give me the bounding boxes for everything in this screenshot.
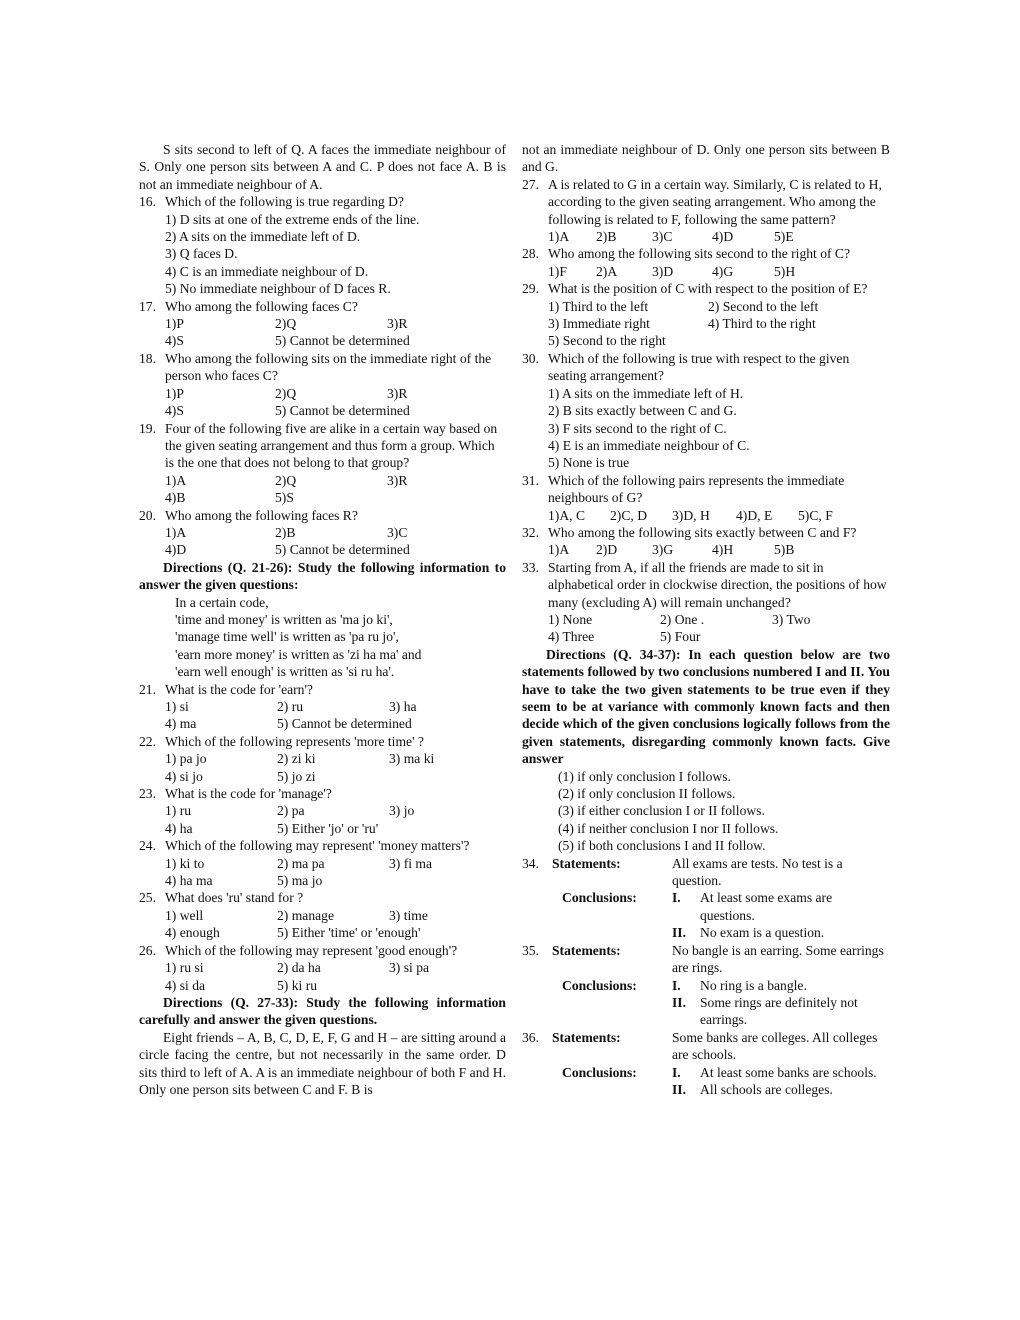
question-24	[139, 837, 506, 889]
option-1: 1) A sits on the immediate left of H.	[548, 385, 744, 401]
question-text: Which of the following may represent 'good enough'?	[165, 942, 458, 958]
option-3: 3) F sits second to the right of C.	[548, 420, 727, 436]
option-1: 1)A	[165, 472, 187, 488]
option-4: 4) si da	[165, 977, 206, 993]
option-2: 2) manage	[277, 907, 334, 923]
option-5: 5)S	[275, 490, 294, 506]
question-number: 23.	[139, 786, 156, 802]
conclusion-1-number: I.	[672, 890, 681, 906]
answer-key-5: (5) if both conclusions I and II follow.	[558, 838, 766, 854]
question-number: 32.	[522, 524, 539, 540]
question-17	[139, 298, 506, 350]
option-2: 2) ru	[277, 699, 304, 714]
answer-key-3: (3) if either conclusion I or II follows.	[558, 803, 765, 819]
question-19	[139, 420, 506, 507]
option-5: 5)C, F	[798, 507, 833, 523]
question-text: Which of the following represents 'more time' ?	[165, 733, 424, 749]
question-number: 16.	[139, 194, 156, 210]
conclusion-1: No ring is a bangle.	[700, 977, 807, 993]
option-4: 4)G	[712, 263, 734, 279]
option-3: 3) jo	[389, 803, 415, 819]
question-18	[139, 350, 506, 420]
option-3: 3) Q faces D.	[165, 246, 238, 262]
option-5: 5) ki ru	[277, 977, 318, 993]
option-2: 2) zi ki	[277, 751, 316, 767]
option-2: 2)Q	[275, 316, 297, 332]
question-34	[522, 855, 890, 942]
option-2: 2) A sits on the immediate left of D.	[165, 229, 361, 245]
option-3: 3)D	[652, 263, 674, 279]
option-5: 5) Cannot be determined	[277, 716, 412, 732]
option-5: 5)H	[774, 263, 796, 279]
code-line-1: 'time and money' is written as 'ma jo ki',	[175, 611, 393, 627]
option-1: 1) Third to the left	[548, 298, 649, 314]
option-1: 1)A	[548, 542, 570, 558]
option-5: 5)B	[774, 542, 795, 558]
option-3: 3)R	[387, 472, 408, 488]
option-4: 4) ma	[165, 716, 197, 732]
option-4: 4)B	[165, 490, 186, 506]
option-2: 2) Second to the left	[708, 298, 819, 314]
option-4: 4)D	[165, 542, 187, 558]
option-2: 2) pa	[277, 803, 305, 819]
code-line-3: 'earn more money' is written as 'zi ha ma' and	[175, 646, 422, 662]
conclusion-2-number: II.	[672, 925, 686, 941]
option-4: 4) C is an immediate neighbour of D.	[165, 263, 369, 279]
conclusions-label: Conclusions:	[562, 890, 637, 906]
question-number: 28.	[522, 246, 539, 262]
option-3: 3) Immediate right	[548, 316, 650, 332]
continued-paragraph: not an immediate neighbour of D. Only one person sits between B and G.	[522, 142, 890, 175]
option-1: 1) ru si	[165, 960, 204, 976]
conclusion-2: No exam is a question.	[700, 925, 825, 941]
option-3: 3)G	[652, 542, 674, 558]
question-32	[522, 524, 890, 559]
question-text: Who among the following sits exactly between C and F?	[548, 524, 857, 540]
option-2: 2) B sits exactly between C and G.	[548, 403, 737, 419]
option-4: 4)S	[165, 403, 184, 419]
question-text: What is the code for 'earn'?	[165, 681, 313, 697]
question-30	[522, 350, 890, 472]
question-number: 18.	[139, 350, 156, 366]
question-text: Which of the following is true with respect to the given seating arrangement?	[548, 350, 850, 384]
question-text: A is related to G in a certain way. Similarly, C is related to H, according to the given seating arrangement. Who among the following is related to F, following the same pattern?	[548, 176, 882, 227]
question-text: Which of the following pairs represents the immediate neighbours of G?	[548, 472, 845, 506]
conclusion-1: At least some banks are schools.	[700, 1064, 877, 1080]
intro-paragraph: S sits second to left of Q. A faces the immediate neighbour of S. Only one person sits between A and C. P does not face A. B is not an immediate neighbour of A.	[139, 142, 506, 192]
option-1: 1)A, C	[548, 507, 586, 523]
option-1: 1)P	[165, 385, 184, 401]
option-3: 3)C	[387, 524, 408, 540]
option-2: 2)B	[275, 524, 296, 540]
option-1: 1) None	[548, 611, 593, 627]
statements-label: Statements:	[552, 1029, 621, 1045]
question-33	[522, 559, 890, 646]
option-3: 3) ha	[389, 699, 417, 714]
option-3: 3)D, H	[672, 507, 710, 523]
option-5: 5) No immediate neighbour of D faces R.	[165, 281, 391, 297]
option-4: 4) E is an immediate neighbour of C.	[548, 437, 750, 453]
question-text: What is the code for 'manage'?	[165, 786, 332, 802]
question-27	[522, 176, 890, 246]
code-intro: In a certain code,	[175, 594, 269, 610]
option-3: 3) si pa	[389, 960, 430, 976]
question-number: 17.	[139, 298, 156, 314]
question-20	[139, 507, 506, 559]
right-column	[522, 141, 890, 1098]
option-1: 1) ru	[165, 803, 192, 819]
conclusions-label: Conclusions:	[562, 977, 637, 993]
option-3: 3)R	[387, 385, 408, 401]
conclusion-1-number: I.	[672, 1064, 681, 1080]
question-number: 21.	[139, 681, 156, 697]
option-2: 2)B	[596, 229, 617, 245]
option-1: 1) ki to	[165, 855, 205, 871]
question-number: 19.	[139, 420, 156, 436]
option-1: 1) well	[165, 907, 204, 923]
option-2: 2)A	[596, 263, 618, 279]
question-28	[522, 245, 890, 280]
question-29	[522, 280, 890, 350]
question-number: 25.	[139, 890, 156, 906]
option-5: 5) Cannot be determined	[275, 542, 410, 558]
option-5: 5) ma jo	[277, 873, 323, 889]
option-2: 2)Q	[275, 385, 297, 401]
option-5: 5)E	[774, 229, 794, 245]
question-number: 20.	[139, 507, 156, 523]
question-number: 30.	[522, 350, 539, 366]
question-number: 33.	[522, 559, 539, 575]
directions-21-26: Directions (Q. 21-26): Study the following information to answer the given questions:	[139, 559, 506, 593]
option-4: 4) ha	[165, 820, 193, 836]
conclusion-2-number: II.	[672, 1081, 686, 1097]
question-36	[522, 1029, 890, 1099]
left-column	[139, 141, 506, 1098]
option-2: 2)D	[596, 542, 618, 558]
option-3: 3) ma ki	[389, 751, 435, 767]
question-number: 35.	[522, 942, 539, 958]
option-4: 4)S	[165, 333, 184, 349]
seating-paragraph: Eight friends – A, B, C, D, E, F, G and H – are sitting around a circle facing the centre, but not necessarily in the same order. D sits third to left of A. A is an immediate neighbour of both F and H. Only one person sits between C and F. B is	[139, 1029, 506, 1097]
option-4: 4)D, E	[736, 507, 773, 523]
question-text: Who among the following faces C?	[165, 298, 358, 314]
option-2: 2) One .	[660, 611, 705, 627]
question-text: Who among the following faces R?	[165, 507, 358, 523]
option-5: 5) None is true	[548, 455, 630, 471]
conclusion-2: All schools are colleges.	[700, 1081, 833, 1097]
option-3: 3) Two	[772, 611, 811, 627]
question-22	[139, 733, 506, 785]
option-2: 2)Q	[275, 472, 297, 488]
question-number: 26.	[139, 942, 156, 958]
question-number: 27.	[522, 176, 539, 192]
question-number: 24.	[139, 838, 156, 854]
answer-key-1: (1) if only conclusion I follows.	[558, 768, 731, 784]
conclusion-1-number: I.	[672, 977, 681, 993]
option-5: 5) Either 'time' or 'enough'	[277, 925, 421, 941]
question-35	[522, 942, 890, 1029]
question-25	[139, 889, 506, 941]
conclusions-label: Conclusions:	[562, 1064, 637, 1080]
option-5: 5) Either 'jo' or 'ru'	[277, 820, 379, 836]
option-4: 4) Third to the right	[708, 316, 816, 332]
option-4: 4)H	[712, 542, 734, 558]
question-text: Four of the following five are alike in a certain way based on the given seating arrangement and thus form a group. Which is the one that does not belong to that group?	[165, 420, 498, 471]
question-23	[139, 785, 506, 837]
question-number: 36.	[522, 1029, 539, 1045]
question-text: Which of the following may represent' 'money matters'?	[165, 838, 470, 854]
conclusion-1: At least some exams are questions.	[700, 890, 833, 923]
question-text: What is the position of C with respect to the position of E?	[548, 281, 868, 297]
option-4: 4) si jo	[165, 768, 203, 784]
question-text: Who among the following sits second to the right of C?	[548, 246, 851, 262]
option-4: 4) enough	[165, 925, 220, 941]
option-5: 5) Cannot be determined	[275, 333, 410, 349]
option-3: 3) time	[389, 907, 428, 923]
option-3: 3) fi ma	[389, 855, 433, 871]
option-3: 3)C	[652, 229, 673, 245]
answer-key-4: (4) if neither conclusion I nor II follows.	[558, 820, 779, 836]
option-1: 1)F	[548, 263, 567, 279]
option-1: 1)A	[165, 524, 187, 540]
question-number: 31.	[522, 472, 539, 488]
option-5: 5) Four	[660, 629, 701, 645]
code-line-4: 'earn well enough' is written as 'si ru ha'.	[175, 664, 395, 680]
question-16	[139, 193, 506, 297]
option-3: 3)R	[387, 316, 408, 332]
question-text: Which of the following is true regarding D?	[165, 194, 404, 210]
option-5: 5) jo zi	[277, 768, 316, 784]
question-26	[139, 942, 506, 994]
conclusion-2: Some rings are definitely not earrings.	[700, 994, 858, 1028]
option-4: 4)D	[712, 229, 734, 245]
question-number: 34.	[522, 855, 539, 871]
option-4: 4) Three	[548, 629, 595, 645]
option-4: 4) ha ma	[165, 873, 213, 889]
directions-27-33: Directions (Q. 27-33): Study the following information carefully and answer the given questions.	[139, 994, 506, 1028]
conclusion-2-number: II.	[672, 994, 686, 1010]
option-2: 2) da ha	[277, 960, 321, 976]
question-text: Starting from A, if all the friends are made to sit in alphabetical order in clockwise direction, the positions of how many (excluding A) will remain unchanged?	[548, 559, 887, 610]
statements-label: Statements:	[552, 942, 621, 958]
option-2: 2) ma pa	[277, 855, 325, 871]
statement-text: No bangle is an earring. Some earrings are rings.	[672, 942, 884, 976]
statements-label: Statements:	[552, 855, 621, 871]
question-number: 22.	[139, 733, 156, 749]
option-1: 1)A	[548, 229, 570, 245]
option-1: 1)P	[165, 316, 184, 332]
option-1: 1) D sits at one of the extreme ends of the line.	[165, 211, 420, 227]
statement-text: All exams are tests. No test is a question.	[672, 855, 843, 889]
question-21	[139, 681, 506, 733]
option-5: 5) Cannot be determined	[275, 403, 410, 419]
option-1: 1) si	[165, 699, 189, 714]
statement-text: Some banks are colleges. All colleges are schools.	[672, 1029, 878, 1063]
question-text: Who among the following sits on the immediate right of the person who faces C?	[165, 350, 492, 384]
option-1: 1) pa jo	[165, 751, 207, 767]
directions-34-37: Directions (Q. 34-37): In each question below are two statements followed by two conclusions numbered I and II. You have to take the two given statements to be true even if they seem to be at variance with commonly known facts and then decide which of the given conclusions logically follows from the given statements, disregarding commonly known facts. Give answer	[522, 646, 890, 767]
option-2: 2)C, D	[610, 507, 648, 523]
answer-key-2: (2) if only conclusion II follows.	[558, 786, 736, 802]
question-31	[522, 472, 890, 524]
question-number: 29.	[522, 281, 539, 297]
option-5: 5) Second to the right	[548, 333, 666, 349]
question-text: What does 'ru' stand for ?	[165, 890, 304, 906]
code-line-2: 'manage time well' is written as 'pa ru jo',	[175, 629, 399, 645]
